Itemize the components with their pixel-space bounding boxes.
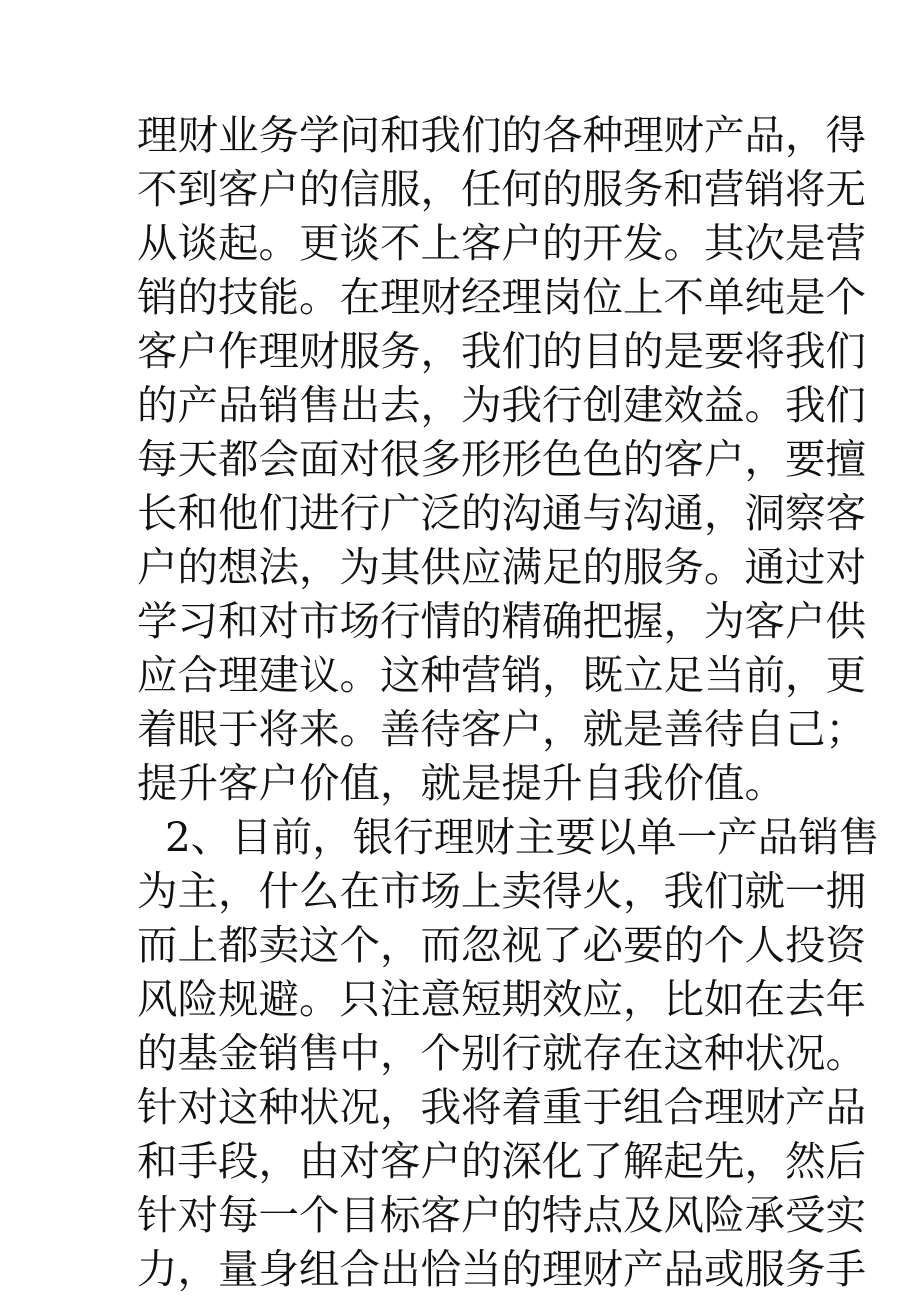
text-line: 理财业务学问和我们的各种理财产品，得: [137, 111, 866, 159]
text-line: 销的技能。在理财经理岗位上不单纯是个: [137, 273, 866, 321]
text-line: 提升客户价值，就是提升自我价值。: [137, 759, 785, 807]
text-line: 着眼于将来。善待客户，就是善待自己；: [137, 705, 866, 753]
text-line: 学习和对市场行情的精确把握，为客户供: [137, 597, 866, 645]
text-line: 的产品销售出去，为我行创建效益。我们: [137, 381, 866, 429]
text-line: 每天都会面对很多形形色色的客户，要擅: [137, 435, 866, 483]
body-text: [137, 108, 880, 1296]
text-line: 户的想法，为其供应满足的服务。通过对: [137, 543, 866, 591]
text-line: 和手段，由对客户的深化了解起先，然后: [137, 1137, 866, 1185]
text-line: 针对这种状况，我将着重于组合理财产品: [137, 1083, 866, 1131]
text-line: 从谈起。更谈不上客户的开发。其次是营: [137, 219, 866, 267]
text-line: 的基金销售中，个别行就存在这种状况。: [137, 1029, 866, 1077]
text-line: 风险规避。只注意短期效应，比如在去年: [137, 975, 866, 1023]
text-line: 应合理建议。这种营销，既立足当前，更: [137, 651, 866, 699]
text-line: 客户作理财服务，我们的目的是要将我们: [137, 327, 866, 375]
text-line: 而上都卖这个，而忽视了必要的个人投资: [137, 921, 866, 969]
text-line: 力，量身组合出恰当的理财产品或服务手: [137, 1245, 866, 1293]
text-line: 不到客户的信服，任何的服务和营销将无: [137, 165, 866, 213]
text-line: 为主，什么在市场上卖得火，我们就一拥: [137, 867, 866, 915]
paragraph-start-line: 2、目前，银行理财主要以单一产品销售: [165, 813, 880, 861]
text-line: 针对每一个目标客户的特点及风险承受实: [137, 1191, 866, 1239]
text-line: 长和他们进行广泛的沟通与沟通，洞察客: [137, 489, 866, 537]
